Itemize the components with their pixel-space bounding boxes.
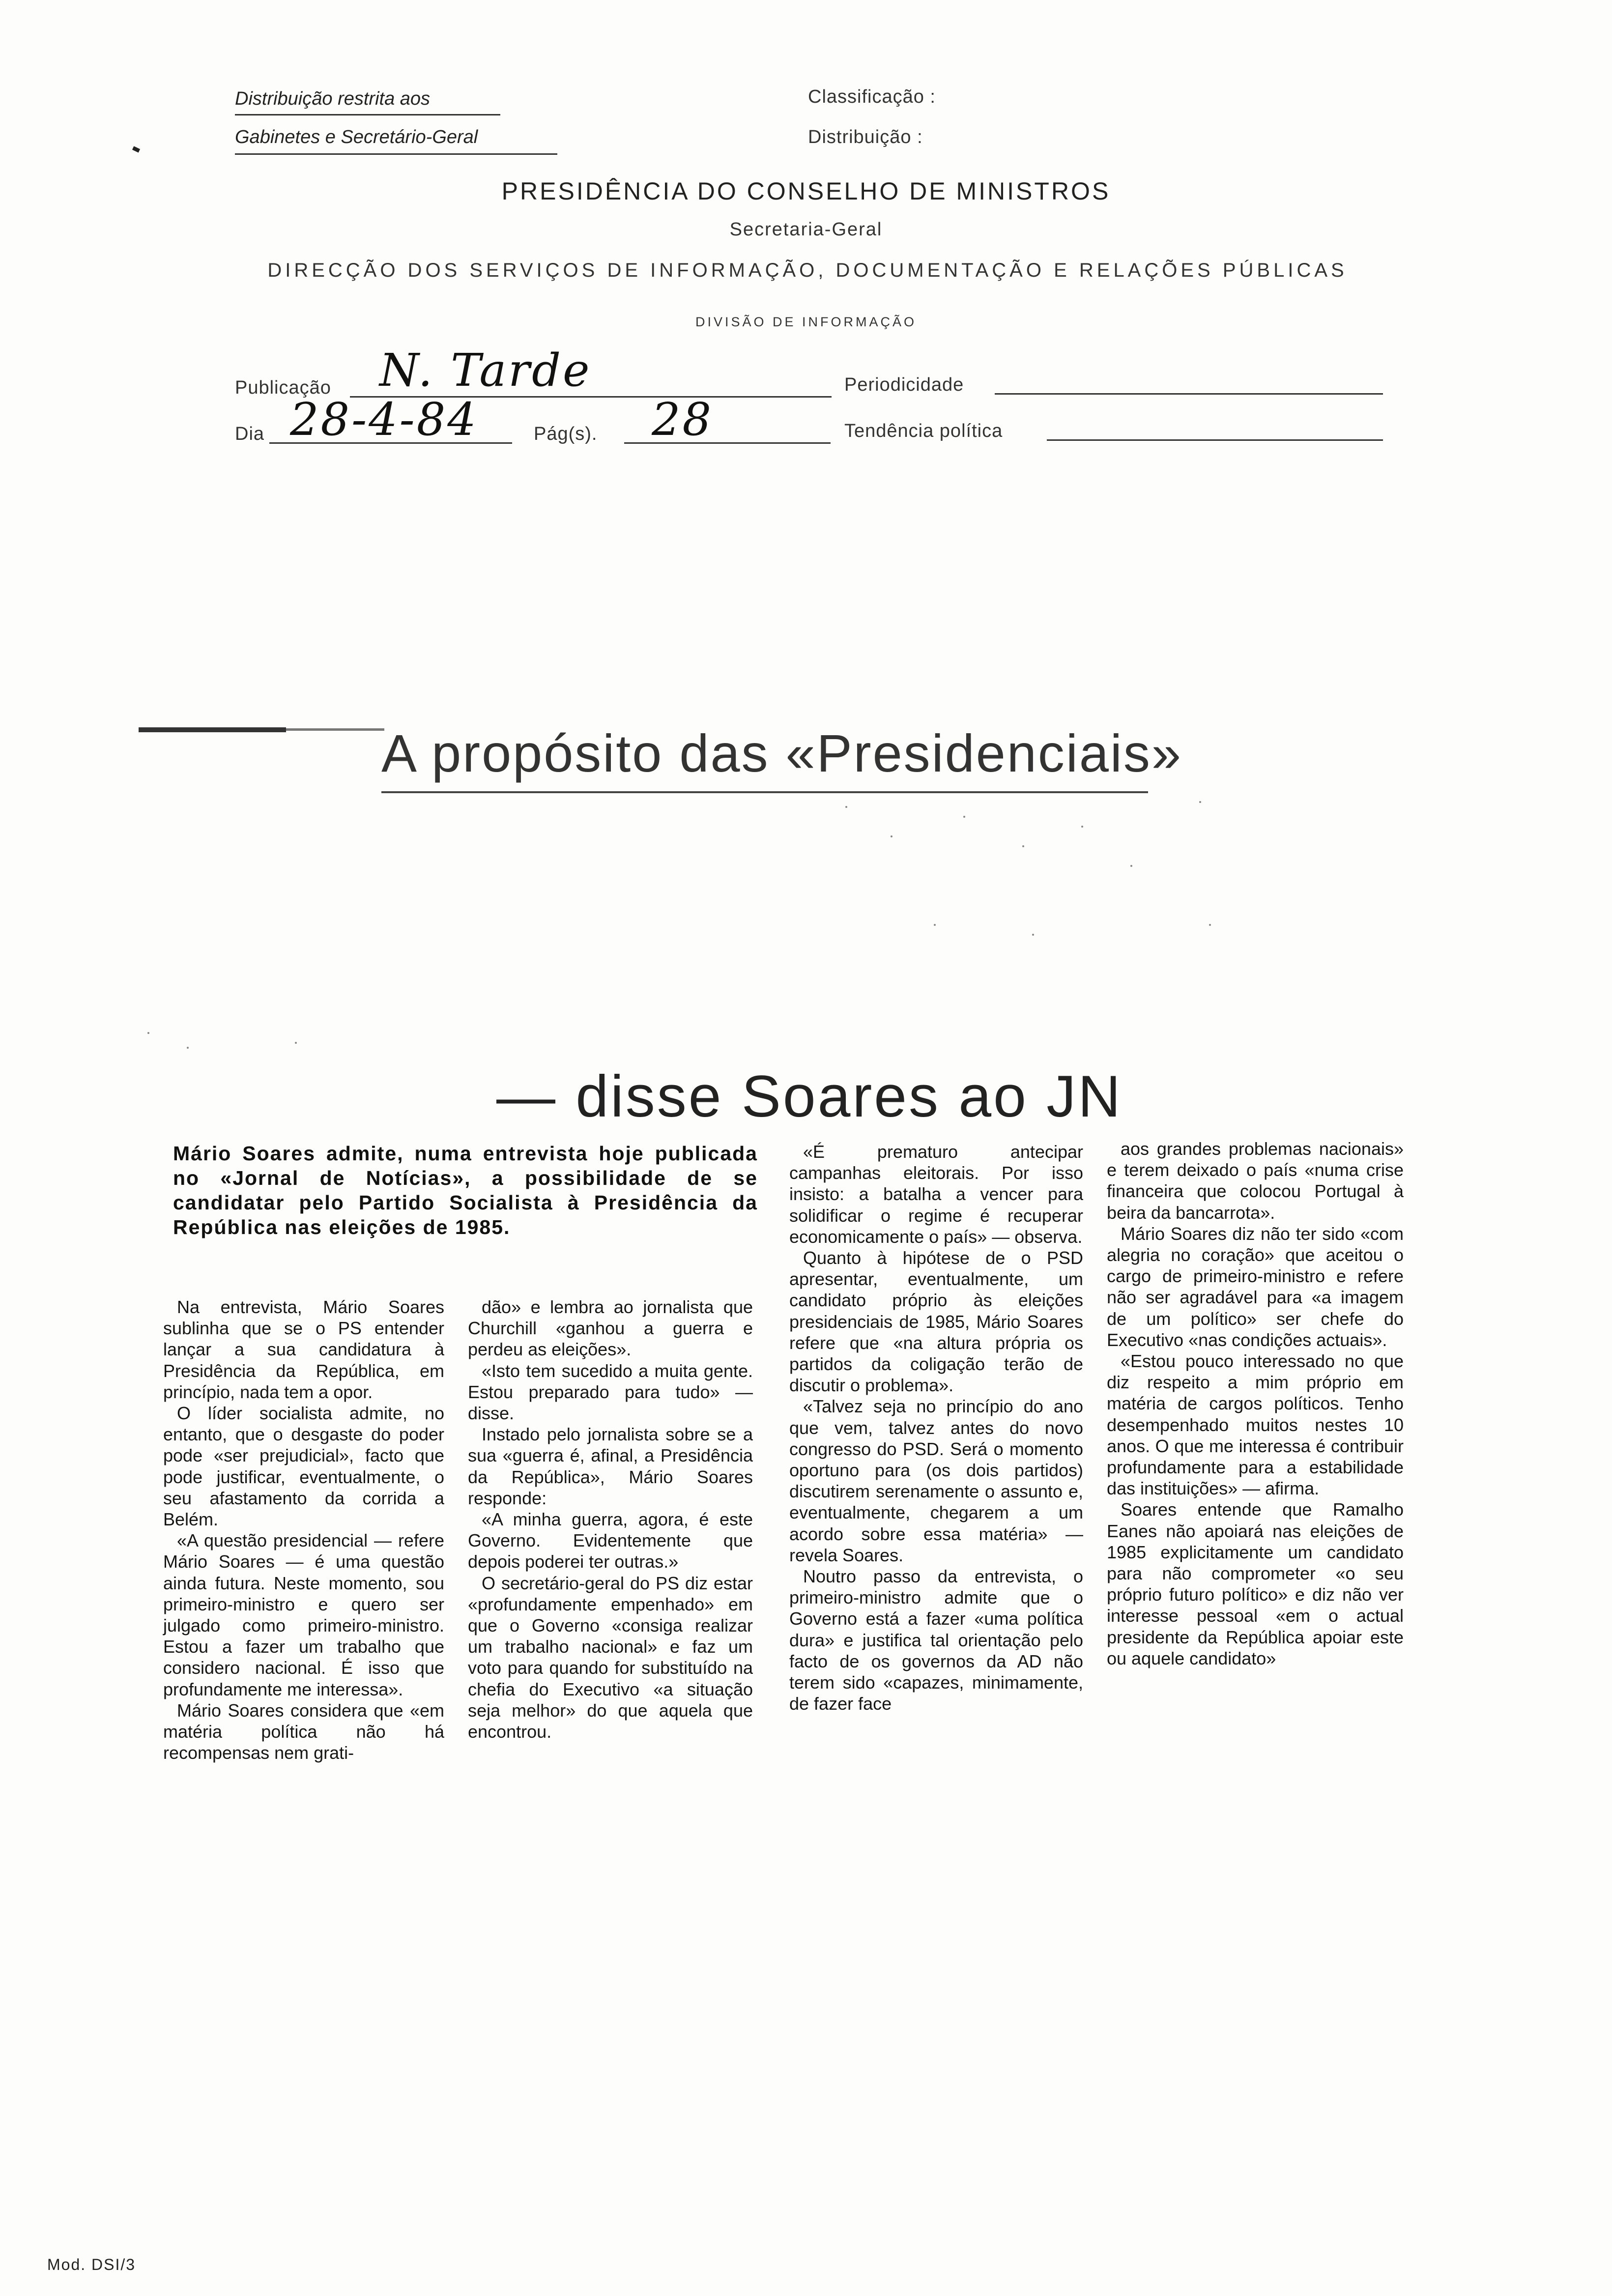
- main-headline: — disse Soares ao JN: [496, 1063, 1123, 1129]
- distribution-label: Distribuição :: [808, 127, 923, 147]
- publication-handwritten: N. Tarde: [379, 344, 592, 397]
- periodicity-label: Periodicidade: [844, 374, 964, 395]
- article-paragraph: Na entrevista, Mário Soares sublinha que se o PS entender lançar a sua candidatura à Presidência da República, em princípio, nada tem a opor.: [163, 1297, 444, 1402]
- underline: [235, 153, 557, 155]
- periodicity-line: [995, 393, 1383, 395]
- article-paragraph: Noutro passo da entrevista, o primeiro-ministro admite que o Governo está a fazer «uma política dura» e justifica tal orientação pelo facto de os governos da AD não terem sido «capazes, minimamente, de fazer face: [789, 1566, 1083, 1714]
- pages-label: Pág(s).: [534, 424, 598, 444]
- article-paragraph: «Isto tem sucedido a muita gente. Estou preparado para tudo» — disse.: [468, 1360, 753, 1424]
- rule-left: [139, 727, 286, 732]
- day-line: [269, 442, 512, 444]
- scan-speck: [963, 816, 965, 818]
- article-column-1: [163, 1296, 444, 1763]
- article-paragraph: O secretário-geral do PS diz estar «profundamente empenhado» em que o Governo «consiga realizar um trabalho nacional» e faz um voto para quando for substituído na chefia do Executivo «a situação seja melhor» do que aquela que encontrou.: [468, 1573, 753, 1742]
- scan-speck: [147, 1032, 149, 1034]
- directorate-title: DIRECÇÃO DOS SERVIÇOS DE INFORMAÇÃO, DOCUMENTAÇÃO E RELAÇÕES PÚBLICAS: [267, 259, 1348, 281]
- distribution-restriction-line2: Gabinetes e Secretário-Geral: [235, 127, 478, 147]
- scan-speck: [845, 806, 847, 808]
- scan-speck: [1199, 801, 1201, 803]
- article-paragraph: Instado pelo jornalista sobre se a sua «guerra é, afinal, a Presidência da República», Mário Soares responde:: [468, 1424, 753, 1508]
- article-column-4: [1107, 1138, 1404, 1669]
- article-paragraph: Quanto à hipótese de o PSD apresentar, eventualmente, um candidato próprio às eleições presidenciais de 1985, Mário Soares refere que «na altura própria os partidos da coligação terão de discutir o problema».: [789, 1248, 1083, 1396]
- kicker-underline: [381, 791, 1148, 793]
- organization-title: PRESIDÊNCIA DO CONSELHO DE MINISTROS: [501, 177, 1111, 205]
- underline: [235, 114, 500, 115]
- article-paragraph: Mário Soares diz não ter sido «com alegria no coração» que aceitou o cargo de primeiro-ministro e refere não ser agradável para «a imagem de um político» ser chefe do Executivo «nas condições actuais».: [1107, 1223, 1404, 1350]
- scan-speck: [187, 1047, 189, 1049]
- scan-speck: [1032, 934, 1034, 936]
- lead-paragraph: Mário Soares admite, numa entrevista hoje publicada no «Jornal de Notícias», a possibilidade de se candidatar pelo Partido Socialista à Presidência da República nas eleições de 1985.: [173, 1142, 758, 1238]
- classification-label: Classificação :: [808, 86, 936, 107]
- article-paragraph: dão» e lembra ao jornalista que Churchill «ganhou a guerra e perdeu as eleições».: [468, 1297, 753, 1360]
- article-paragraph: Soares entende que Ramalho Eanes não apoiará nas eleições de 1985 explicitamente um candidato para não comprometer «o seu próprio futuro político» e diz não ver interesse pessoal «em o actual presidente da República apoiar este ou aquele candidato»: [1107, 1499, 1404, 1668]
- article-paragraph: «A minha guerra, agora, é este Governo. Evidentemente que depois poderei ter outras.»: [468, 1509, 753, 1572]
- scan-speck: [1022, 845, 1024, 847]
- scan-speck: [1130, 865, 1132, 867]
- kicker-headline: A propósito das «Presidenciais»: [381, 723, 1182, 783]
- scan-speck: [1209, 924, 1211, 926]
- scan-speck: [1081, 826, 1083, 828]
- article-column-2: [468, 1296, 753, 1742]
- form-code: Mod. DSI/3: [47, 2256, 136, 2273]
- article-paragraph: aos grandes problemas nacionais» e terem deixado o país «numa crise financeira que colocou Portugal à beira da bancarrota».: [1107, 1139, 1404, 1223]
- article-paragraph: «Estou pouco interessado no que diz respeito a mim próprio em matéria de cargos políticos. Tenho desempenhado muitos nestes 10 anos. O que me interessa é contribuir profundamente para a estabilidade das instituições» — afirma.: [1107, 1351, 1404, 1499]
- pages-handwritten: 28: [652, 393, 714, 446]
- article-paragraph: O líder socialista admite, no entanto, que o desgaste do poder pode «ser prejudicial», facto que pode justificar, eventualmente, o seu afastamento da corrida a Belém.: [163, 1403, 444, 1530]
- distribution-restriction-line1: Distribuição restrita aos: [235, 88, 431, 109]
- article-paragraph: «É prematuro antecipar campanhas eleitorais. Por isso insisto: a batalha a vencer para solidificar o regime é recuperar economicamente o país» — observa.: [789, 1142, 1083, 1247]
- rule-left-fade: [286, 728, 384, 731]
- political-tendency-label: Tendência política: [844, 421, 1003, 441]
- pages-line: [624, 442, 831, 444]
- scan-speck: [934, 924, 936, 926]
- secretariat-title: Secretaria-Geral: [729, 219, 883, 240]
- day-handwritten: 28-4-84: [290, 393, 478, 446]
- article-paragraph: Mário Soares considera que «em matéria política não há recompensas nem grati-: [163, 1700, 444, 1763]
- article-paragraph: «A questão presidencial — refere Mário Soares — é uma questão ainda futura. Neste momento, sou primeiro-ministro e quero ser julgado como primeiro-ministro. Estou a fazer um trabalho que considero nacional. É isso que profundamente me interessa».: [163, 1530, 444, 1699]
- publication-label: Publicação: [235, 377, 331, 398]
- day-label: Dia: [235, 424, 265, 444]
- article-paragraph: «Talvez seja no princípio do ano que vem, talvez antes do novo congresso do PSD. Será o momento oportuno para (os dois partidos) discutirem serenamente o assunto e, eventualmente, chegarem a um acordo sobre essa matéria» — revela Soares.: [789, 1396, 1083, 1565]
- ink-mark: [132, 146, 140, 152]
- division-title: DIVISÃO DE INFORMAÇÃO: [695, 315, 917, 329]
- scan-speck: [891, 835, 892, 837]
- political-tendency-line: [1047, 439, 1383, 441]
- scan-speck: [295, 1042, 297, 1044]
- article-column-3: [789, 1141, 1083, 1714]
